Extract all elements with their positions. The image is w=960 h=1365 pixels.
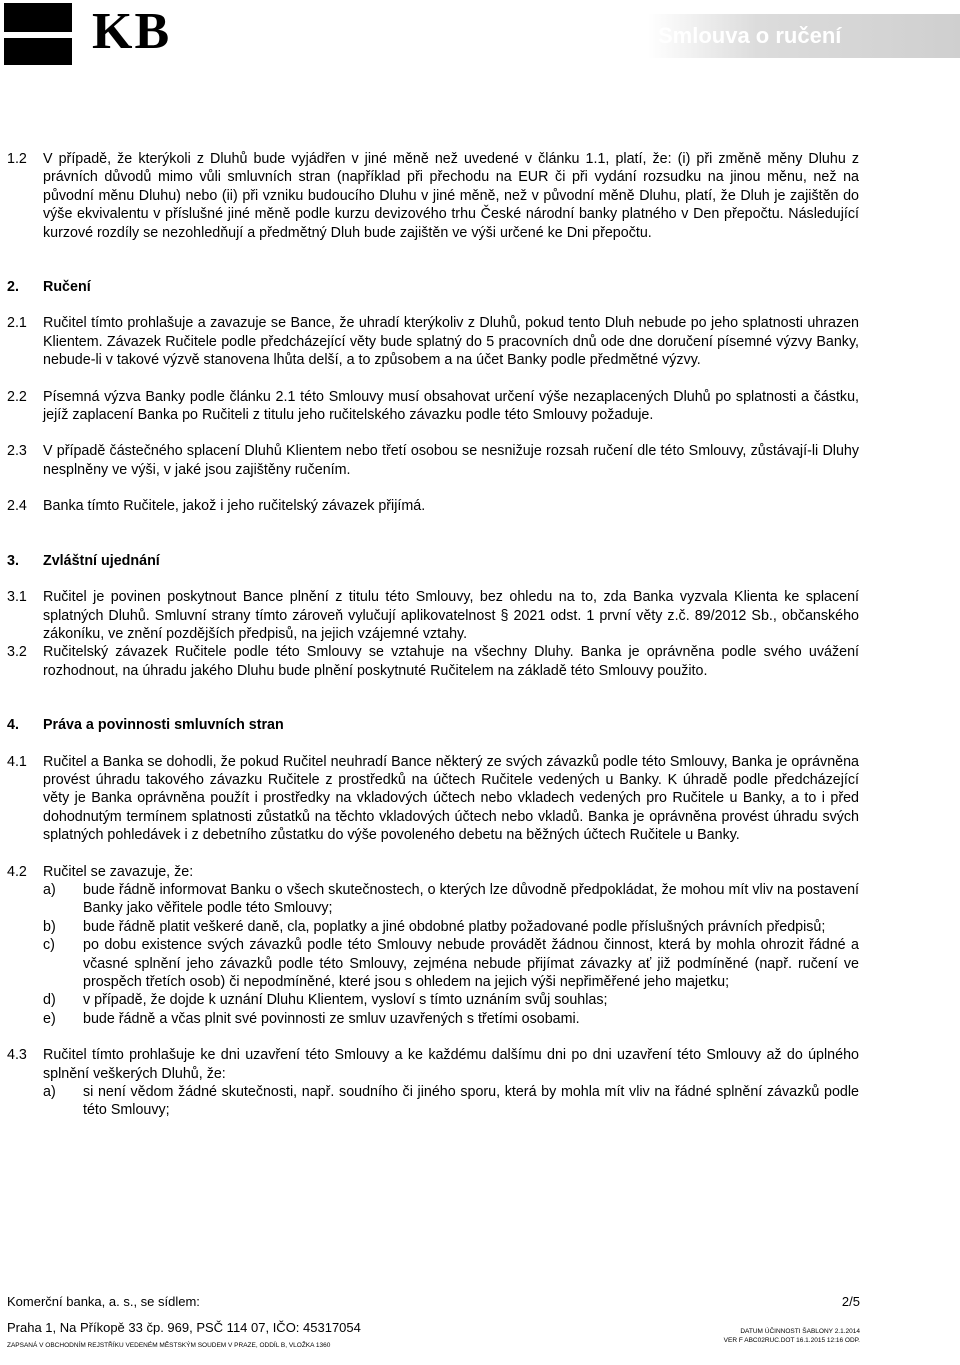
list-text: po dobu existence svých závazků podle této Smlouvy nebude provádět žádnou činnost, která by mohla ohrozit řádné a včasné splnění jeho závazků podle této Smlouvy, zejména nebude přijímat závazky ať již podmíněné (např. ručení ve prospěch třetích osob) či nepodmíněné, které jsou s ohledem na jejich výši nepřiměřené jeho majetku;	[83, 937, 859, 990]
section-title: Ručení	[43, 279, 91, 296]
document-title: Smlouva o ručení	[658, 23, 842, 48]
clause-text: Ručitel tímto prohlašuje ke dni uzavření této Smlouvy a ke každému dalšímu dni po dni uzavření této Smlouvy až do úplného splnění veškerých Dluhů, že:	[43, 1047, 859, 1082]
logo-divider	[4, 32, 72, 38]
template-version: VER F ABC02RUC.DOT 16.1.2015 12:16 ODP.	[723, 1337, 860, 1344]
clause-3-2	[7, 643, 859, 680]
section-title: Práva a povinnosti smluvních stran	[43, 717, 284, 734]
clause-number: 2.3	[7, 443, 27, 460]
clause-3-1	[7, 588, 859, 643]
clause-4-1	[7, 753, 859, 845]
list-text: si není vědom žádné skutečnosti, např. soudního či jiného sporu, která by mohla mít vliv na řádné splnění závazků podle této Smlouvy;	[83, 1084, 859, 1119]
clause-text: Písemná výzva Banky podle článku 2.1 této Smlouvy musí obsahovat určení výše nezaplacených Dluhů po splatnosti a částku, jejíž zaplacení Banka po Ručiteli z titulu jeho ručitelského závazku podle této Smlouvy požaduje.	[43, 388, 859, 424]
clause-text: Banka tímto Ručitele, jakož i jeho ručitelský závazek přijímá.	[43, 498, 426, 515]
list-item	[43, 991, 859, 1009]
list-letter: b)	[43, 918, 56, 935]
list-text: v případě, že dojde k uznání Dluhu Klientem, vysloví s tímto uznáním svůj souhlas;	[83, 992, 608, 1009]
title-band	[648, 14, 960, 58]
clause-text: Ručitel tímto prohlašuje a zavazuje se Bance, že uhradí kterýkoliv z Dluhů, pokud tento Dluh nebude po jeho splatnosti uhrazen Klientem. Závazek Ručitele podle předcházející věty bude splatný do 5 pracovních dnů ode dne doručení písemné výzvy Banky, nebude-li v takové výzvě stanovena lhůta delší, a to způsobem a na účet Banky podle předmětné výzvy.	[43, 315, 859, 369]
clause-text: V případě, že kterýkoli z Dluhů bude vyjádřen v jiné měně než uvedené v článku 1.1, platí, že: (i) při změně měny Dluhu z právních důvodů mimo vůli smluvních stran (například při přechodu na EUR či při vydání rozsudku na jinou měnu, než na původní měnu Dluhu) nebo (ii) při vzniku budoucího Dluhu v jiné měně, než v původní měně Dluhu, platí, že Dluh je zajištěn do výše ekvivalentu v příslušné jiné měně podle kurzu devizového trhu České národní banky platného v Den přepočtu. Následující kurzové rozdíly se nezohledňují a předmětný Dluh bude zajištěn ve výši určené ke Dni přepočtu.	[43, 151, 859, 241]
clause-2-3	[7, 442, 859, 479]
list-item	[43, 936, 859, 991]
clause-number: 4.2	[7, 863, 27, 880]
list-letter: a)	[43, 881, 56, 898]
footer-company: Komerční banka, a. s., se sídlem:	[7, 1294, 200, 1309]
list-text: bude řádně platit veškeré daně, cla, poplatky a jiné obdobné platby požadované podle příslušných právních předpisů;	[83, 918, 826, 935]
clause-number: 4.3	[7, 1047, 27, 1064]
clause-number: 3.1	[7, 589, 27, 606]
clause-number: 3.2	[7, 644, 27, 661]
clause-number: 2.4	[7, 498, 27, 515]
section-number: 2.	[7, 279, 19, 296]
section-heading-3	[7, 552, 960, 570]
list-text: bude řádně informovat Banku o všech skutečnostech, o kterých lze důvodně předpokládat, že mohou mít vliv na postavení Banky jako věřitele podle této Smlouvy;	[83, 881, 859, 917]
page-number: 2/5	[841, 1294, 860, 1309]
clause-1-2	[7, 150, 859, 242]
clause-text: V případě částečného splacení Dluhů Klientem nebo třetí osobou se nesnižuje rozsah ručení dle této Smlouvy, zůstávají-li Dluhy nesplněny ve výši, v jaké jsou zajištěny ručením.	[43, 443, 859, 478]
list-item	[43, 1083, 859, 1120]
section-heading-2	[7, 278, 960, 296]
list-letter: a)	[43, 1084, 56, 1101]
list-item	[43, 1010, 859, 1028]
clause-text: Ručitel a Banka se dohodli, že pokud Ručitel neuhradí Bance některý ze svých závazků podle této Smlouvy, Banka je oprávněna provést úhradu takového závazku Ručitele z prostředků na účtech Ručitele vedených u Banky. K úhradě podle předcházející věty je Banka oprávněna použít i prostředky na vkladových účtech nebo vkladech vedených pro Ručitele u Banky, a to i před dohodnutým termínem splatnosti zůstatků na těchto vkladových účtech nebo vkladů. Banka je oprávněna provést úhradu svých splatných pohledávek i z debetního zůstatku do výše povoleného debetu na běžných účtech Ručitele u Banky.	[43, 753, 859, 844]
document-body	[0, 150, 960, 1120]
clause-2-2	[7, 388, 859, 425]
clause-4-3	[7, 1046, 859, 1083]
footer-address: Praha 1, Na Příkopě 33 čp. 969, PSČ 114 07, IČO: 45317054	[7, 1320, 361, 1335]
clause-number: 2.1	[7, 315, 27, 332]
kb-logo-mark	[4, 3, 72, 65]
clause-number: 2.2	[7, 388, 27, 405]
kb-logo-text: KB	[92, 3, 172, 60]
footer-company-info	[7, 1293, 361, 1351]
list-item	[43, 881, 859, 918]
list-letter: d)	[43, 992, 56, 1009]
clause-4-2	[7, 863, 859, 881]
clause-number: 4.1	[7, 753, 27, 770]
list-item	[43, 918, 859, 936]
footer-meta	[724, 1293, 860, 1345]
list-letter: c)	[43, 937, 55, 954]
template-validity: DATUM ÚČINNOSTI ŠABLONY 2.1.2014	[740, 1328, 860, 1335]
section-heading-4	[7, 716, 960, 734]
clause-2-4	[7, 497, 859, 515]
clause-2-1	[7, 314, 859, 369]
clause-text: Ručitel je povinen poskytnout Bance plnění z titulu této Smlouvy, bez ohledu na to, zda Banka vyzvala Klienta ke splacení splatných Dluhů. Smluvní strany tímto zároveň vylučují aplikovatelnost § 2021 odst. 1 první věty z.č. 89/2012 Sb., občanského zákoníku, ve znění pozdějších předpisů, na jejich vzájemné vztahy.	[43, 589, 859, 642]
footer-register: ZAPSANÁ V OBCHODNÍM REJSTŘÍKU VEDENÉM MĚSTSKÝM SOUDEM V PRAZE, ODDÍL B, VLOŽKA 1360	[7, 1342, 331, 1349]
page-header	[0, 0, 960, 66]
clause-text: Ručitelský závazek Ručitele podle této Smlouvy se vztahuje na všechny Dluhy. Banka je oprávněna podle svého uvážení rozhodnout, na úhradu jakého Dluhu bude plnění poskytnuté Ručitelem na základě této Smlouvy použito.	[43, 644, 859, 679]
list-text: bude řádně a včas plnit své povinnosti ze smluv uzavřených s třetími osobami.	[83, 1010, 580, 1027]
list-letter: e)	[43, 1010, 56, 1027]
clause-number: 1.2	[7, 151, 27, 167]
clause-text: Ručitel se zavazuje, že:	[43, 863, 194, 880]
section-number: 4.	[7, 717, 19, 734]
section-number: 3.	[7, 552, 19, 569]
section-title: Zvláštní ujednání	[43, 552, 160, 569]
